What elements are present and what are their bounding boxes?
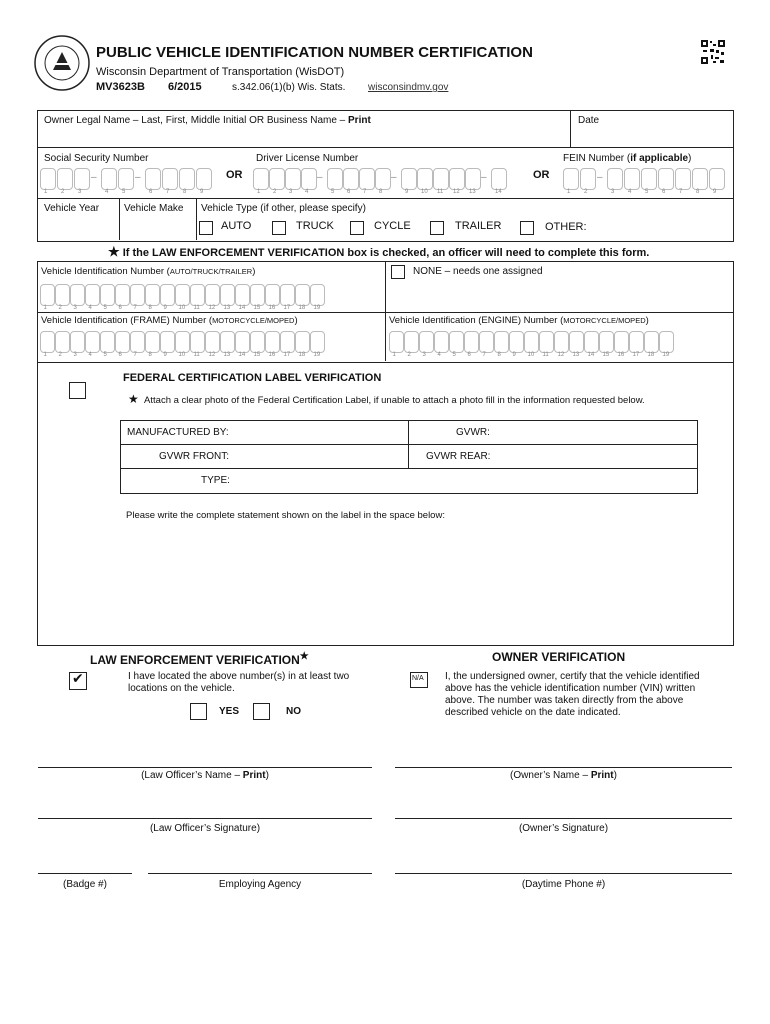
wisdot-seal [33,34,91,92]
owner-signature-caption: (Owner’s Signature) [518,823,609,834]
vin-frame-digit-box[interactable] [70,331,85,353]
fein-digit-box[interactable] [563,168,579,190]
vin-frame-digit-box[interactable] [205,331,220,353]
type-trailer-checkbox[interactable] [430,221,444,235]
ssn-digit-number: 1 [44,189,48,195]
owner-verification-title: OWNER VERIFICATION [492,650,626,664]
dl-digit-number: 5 [331,189,335,195]
dl-digit-box[interactable] [465,168,481,190]
vin-auto-digit-box[interactable] [190,284,205,306]
vin-auto-digit-number: 9 [163,305,167,311]
vin-frame-digit-number: 19 [313,352,321,358]
vin-frame-digit-box[interactable] [310,331,325,353]
law-enforcement-title: LAW ENFORCEMENT VERIFICATION★ [90,651,309,667]
type-truck-label: TRUCK [296,220,334,232]
ssn-digit-box[interactable] [101,168,117,190]
vin-auto-digit-number: 3 [73,305,77,311]
type-field[interactable] [232,471,692,490]
vin-auto-digit-number: 13 [223,305,231,311]
ssn-digit-box[interactable] [179,168,195,190]
dl-digit-box[interactable] [491,168,507,190]
vin-frame-digit-number: 14 [238,352,246,358]
ssn-digit-number: 7 [166,189,170,195]
ssn-digit-box[interactable] [57,168,73,190]
vin-auto-digit-box[interactable] [160,284,175,306]
or-label-2: OR [533,169,550,181]
law-enforcement-notice: ★ If the LAW ENFORCEMENT VERIFICATION box is checked, an officer will need to complete this form. [108,244,650,259]
federal-title: FEDERAL CERTIFICATION LABEL VERIFICATION [123,372,382,384]
ssn-digit-number: 5 [122,189,126,195]
ssn-label: Social Security Number [44,153,149,164]
vin-engine-digit-number: 4 [437,352,441,358]
fein-digit-box[interactable] [658,168,674,190]
phone-caption: (Daytime Phone #) [521,879,606,890]
vin-engine-digit-number: 12 [557,352,565,358]
vin-frame-digit-number: 6 [118,352,122,358]
vin-frame-digit-number: 15 [253,352,261,358]
vin-engine-digit-box[interactable] [404,331,419,353]
ssn-digit-number: 4 [105,189,109,195]
vin-frame-digit-box[interactable] [220,331,235,353]
vin-engine-digit-box[interactable] [644,331,659,353]
or-label-1: OR [226,169,243,181]
dl-digit-number: 4 [305,189,309,195]
vin-frame-digit-number: 5 [103,352,107,358]
vin-auto-digit-number: 12 [208,305,216,311]
vin-frame-digit-number: 18 [298,352,306,358]
vin-engine-digit-box[interactable] [614,331,629,353]
dl-separator-dash: – [391,172,397,183]
vin-engine-digit-box[interactable] [494,331,509,353]
vin-auto-digit-box[interactable] [250,284,265,306]
fein-digit-box[interactable] [692,168,708,190]
website-link[interactable]: wisconsindmv.gov [368,82,449,93]
vehicle-year-label: Vehicle Year [44,203,100,214]
na-label: N/A [412,675,424,682]
vin-engine-digit-number: 18 [647,352,655,358]
vin-frame-label: Vehicle Identification (FRAME) Number (MOTORCYCLE/MOPED) [41,315,298,326]
fein-digit-box[interactable] [675,168,691,190]
date-field[interactable] [574,128,730,145]
vin-frame-digit-number: 13 [223,352,231,358]
vin-auto-digit-number: 7 [133,305,137,311]
vin-auto-digit-number: 15 [253,305,261,311]
officer-name-caption: (Law Officer’s Name – Print) [141,770,269,781]
dl-label: Driver License Number [256,153,359,164]
vin-frame-digit-box[interactable] [175,331,190,353]
checkmark-icon: ✔ [72,671,84,687]
vin-auto-digit-box[interactable] [280,284,295,306]
vin-engine-digit-box[interactable] [479,331,494,353]
vin-auto-digit-number: 1 [43,305,47,311]
fein-digit-number: 4 [628,189,632,195]
vin-auto-digit-box[interactable] [55,284,70,306]
vin-auto-digit-box[interactable] [205,284,220,306]
vin-frame-digit-number: 1 [43,352,47,358]
vin-engine-label: Vehicle Identification (ENGINE) Number (MOTORCYCLE/MOPED) [389,315,649,326]
vin-auto-digit-number: 8 [148,305,152,311]
vin-engine-digit-number: 1 [392,352,396,358]
dl-digit-number: 9 [405,189,409,195]
fein-digit-box[interactable] [607,168,623,190]
vin-frame-digit-number: 12 [208,352,216,358]
vin-frame-digit-box[interactable] [40,331,55,353]
vin-frame-digit-number: 9 [163,352,167,358]
ssn-digit-number: 8 [183,189,187,195]
dl-digit-number: 14 [495,189,502,195]
fein-digit-number: 2 [584,189,588,195]
ssn-digit-number: 9 [200,189,204,195]
vin-frame-digit-number: 4 [88,352,92,358]
star-icon: ★ [108,244,120,259]
vin-auto-digit-box[interactable] [295,284,310,306]
fein-separator-dash: – [597,172,603,183]
type-cycle-label: CYCLE [374,220,411,232]
no-checkbox[interactable] [253,703,270,720]
vin-engine-digit-box[interactable] [524,331,539,353]
department-name: Wisconsin Department of Transportation (WisDOT) [96,66,345,78]
phone-line[interactable] [395,873,732,874]
officer-signature-caption: (Law Officer’s Signature) [149,823,261,834]
vin-auto-digit-box[interactable] [100,284,115,306]
vin-frame-digit-box[interactable] [190,331,205,353]
fein-digit-box[interactable] [624,168,640,190]
vin-engine-digit-number: 16 [617,352,625,358]
vin-none-label: NONE – needs one assigned [413,266,543,277]
dl-digit-box[interactable] [327,168,343,190]
vin-frame-digit-number: 3 [73,352,77,358]
vin-auto-digit-box[interactable] [265,284,280,306]
vin-engine-digit-box[interactable] [569,331,584,353]
qr-code [701,40,725,64]
vin-engine-digit-number: 6 [467,352,471,358]
fein-digit-box[interactable] [580,168,596,190]
vin-engine-digit-number: 19 [662,352,670,358]
dl-digit-number: 11 [437,189,444,195]
type-auto-label: AUTO [221,220,252,232]
badge-line[interactable] [38,873,132,874]
vin-auto-digit-number: 16 [268,305,276,311]
form-date: 6/2015 [168,81,202,93]
vin-auto-digit-box[interactable] [310,284,325,306]
vin-auto-digit-box[interactable] [145,284,160,306]
ssn-digit-box[interactable] [145,168,161,190]
type-auto-checkbox[interactable] [199,221,213,235]
dl-digit-box[interactable] [401,168,417,190]
vin-engine-digit-number: 5 [452,352,456,358]
dl-separator-dash: – [317,172,323,183]
vin-frame-digit-box[interactable] [280,331,295,353]
dl-digit-number: 7 [363,189,367,195]
label-statement-field[interactable] [120,526,696,638]
federal-verification-checkbox[interactable] [69,382,86,399]
vin-engine-digit-box[interactable] [509,331,524,353]
fein-digit-number: 8 [696,189,700,195]
ssn-digit-number: 6 [149,189,153,195]
owner-name-caption: (Owner’s Name – Print) [510,770,617,781]
ssn-digit-box[interactable] [162,168,178,190]
dl-digit-box[interactable] [433,168,449,190]
vin-frame-digit-box[interactable] [85,331,100,353]
vin-auto-digit-number: 10 [178,305,186,311]
vin-engine-digit-number: 13 [572,352,580,358]
dl-digit-box[interactable] [285,168,301,190]
vin-engine-digit-number: 3 [422,352,426,358]
type-label: TYPE: [201,475,230,486]
vin-frame-digit-box[interactable] [250,331,265,353]
yes-checkbox[interactable] [190,703,207,720]
owner-signature-line[interactable] [395,818,732,819]
vin-engine-digit-number: 9 [512,352,516,358]
vin-auto-digit-box[interactable] [70,284,85,306]
dl-digit-box[interactable] [359,168,375,190]
gvwr-label: GVWR: [456,427,490,438]
type-other-checkbox[interactable] [520,221,534,235]
vin-engine-digit-box[interactable] [419,331,434,353]
vin-frame-digit-box[interactable] [295,331,310,353]
vin-auto-digit-number: 11 [193,305,200,311]
star-icon: ★ [299,651,309,662]
fein-digit-number: 9 [713,189,717,195]
vin-engine-digit-number: 7 [482,352,486,358]
fein-digit-box[interactable] [709,168,725,190]
vin-auto-digit-box[interactable] [130,284,145,306]
gvwr-field[interactable] [494,423,692,442]
vin-auto-digit-number: 6 [118,305,122,311]
officer-signature-line[interactable] [38,818,372,819]
vin-engine-digit-box[interactable] [584,331,599,353]
vin-engine-digit-box[interactable] [539,331,554,353]
gvwr-rear-field[interactable] [494,447,692,466]
vin-auto-digit-box[interactable] [85,284,100,306]
vin-engine-digit-number: 14 [587,352,595,358]
vin-frame-digit-number: 17 [283,352,291,358]
vin-engine-digit-number: 10 [527,352,535,358]
vin-frame-digit-box[interactable] [160,331,175,353]
vin-auto-digit-number: 18 [298,305,306,311]
agency-line[interactable] [148,873,372,874]
owner-name-label: Owner Legal Name – Last, First, Middle Initial OR Business Name – Print [44,115,371,126]
ssn-digit-number: 3 [78,189,82,195]
date-label: Date [578,115,600,126]
ssn-digit-box[interactable] [118,168,134,190]
dl-digit-number: 13 [469,189,476,195]
vin-frame-digit-number: 7 [133,352,137,358]
star-icon: ★ [128,392,139,406]
dl-digit-box[interactable] [375,168,391,190]
badge-caption: (Badge #) [63,879,107,890]
gvwr-front-field[interactable] [232,447,404,466]
vin-frame-digit-box[interactable] [100,331,115,353]
vin-frame-digit-number: 11 [193,352,200,358]
manufactured-by-field[interactable] [232,423,404,442]
gvwr-rear-label: GVWR REAR: [426,451,491,462]
gvwr-front-label: GVWR FRONT: [159,451,229,462]
vin-auto-label: Vehicle Identification Number (AUTO/TRUCK/TRAILER) [41,266,256,277]
form-title: PUBLIC VEHICLE IDENTIFICATION NUMBER CERTIFICATION [96,44,533,61]
ssn-digit-box[interactable] [40,168,56,190]
type-trailer-label: TRAILER [455,220,502,232]
dl-digit-number: 6 [347,189,351,195]
vin-engine-digit-box[interactable] [599,331,614,353]
dl-digit-number: 12 [453,189,460,195]
no-label: NO [286,706,301,717]
vin-auto-digit-box[interactable] [115,284,130,306]
vin-engine-digit-box[interactable] [629,331,644,353]
manufactured-by-label: MANUFACTURED BY: [127,427,229,438]
vin-auto-digit-number: 14 [238,305,246,311]
fein-digit-number: 7 [679,189,683,195]
vin-auto-digit-number: 2 [58,305,62,311]
vin-frame-digit-number: 2 [58,352,62,358]
type-other-label: OTHER: [545,221,587,233]
vin-auto-digit-number: 4 [88,305,92,311]
ssn-separator-dash: – [91,172,97,183]
dl-digit-box[interactable] [343,168,359,190]
dl-digit-number: 2 [273,189,277,195]
statute: s.342.06(1)(b) Wis. Stats. [232,82,346,93]
federal-instruction: ★ Attach a clear photo of the Federal Certification Label, if unable to attach a photo fill in the information requested below. [128,392,645,406]
fein-digit-box[interactable] [641,168,657,190]
vin-auto-digit-box[interactable] [175,284,190,306]
dl-digit-number: 1 [257,189,261,195]
vin-frame-digit-box[interactable] [145,331,160,353]
officer-name-line[interactable] [38,767,372,768]
vin-engine-digit-number: 17 [632,352,640,358]
vin-engine-digit-box[interactable] [554,331,569,353]
dl-digit-box[interactable] [253,168,269,190]
vin-frame-digit-box[interactable] [55,331,70,353]
fein-digit-number: 6 [662,189,666,195]
fein-digit-number: 3 [611,189,615,195]
vin-auto-digit-number: 17 [283,305,291,311]
dl-separator-dash: – [481,172,487,183]
dl-digit-box[interactable] [417,168,433,190]
owner-na-box[interactable] [410,672,428,688]
vin-none-checkbox[interactable] [391,265,405,279]
dl-digit-number: 3 [289,189,293,195]
vin-auto-digit-box[interactable] [40,284,55,306]
label-statement-prompt: Please write the complete statement shown on the label in the space below: [126,510,445,521]
owner-name-line[interactable] [395,767,732,768]
vin-engine-digit-number: 15 [602,352,610,358]
fein-digit-number: 5 [645,189,649,195]
owner-verification-statement: I, the undersigned owner, certify that the vehicle identified above has the vehicle identification number (VIN) written above. The number was taken directly from the above described vehicle on the date indicated. [445,671,700,718]
vin-frame-digit-box[interactable] [235,331,250,353]
vin-engine-digit-number: 11 [542,352,549,358]
fein-label: FEIN Number (if applicable) [563,153,692,164]
ssn-digit-box[interactable] [74,168,90,190]
vin-frame-digit-box[interactable] [115,331,130,353]
dl-digit-number: 8 [379,189,383,195]
owner-name-field[interactable] [40,128,566,145]
vin-engine-digit-box[interactable] [434,331,449,353]
yes-label: YES [219,706,240,717]
vehicle-type-label: Vehicle Type (if other, please specify) [201,203,366,214]
fein-digit-number: 1 [567,189,571,195]
vin-engine-digit-box[interactable] [464,331,479,353]
dl-digit-box[interactable] [301,168,317,190]
law-enforcement-statement: I have located the above number(s) in at least two locations on the vehicle. [128,671,350,694]
vin-frame-digit-box[interactable] [130,331,145,353]
vin-auto-digit-box[interactable] [235,284,250,306]
type-truck-checkbox[interactable] [272,221,286,235]
form-number: MV3623B [96,81,145,93]
vin-auto-digit-number: 5 [103,305,107,311]
type-cycle-checkbox[interactable] [350,221,364,235]
vin-frame-digit-number: 16 [268,352,276,358]
dl-digit-box[interactable] [269,168,285,190]
vin-engine-digit-box[interactable] [449,331,464,353]
vin-frame-digit-box[interactable] [265,331,280,353]
vehicle-make-label: Vehicle Make [124,203,184,214]
vin-frame-digit-number: 10 [178,352,186,358]
vin-auto-digit-box[interactable] [220,284,235,306]
vin-engine-digit-number: 2 [407,352,411,358]
law-enforcement-checkbox[interactable] [69,672,87,690]
vin-auto-digit-number: 19 [313,305,321,311]
dl-digit-box[interactable] [449,168,465,190]
dl-digit-number: 10 [421,189,428,195]
ssn-digit-number: 2 [61,189,65,195]
ssn-separator-dash: – [135,172,141,183]
vin-engine-digit-box[interactable] [389,331,404,353]
vin-frame-digit-number: 8 [148,352,152,358]
ssn-digit-box[interactable] [196,168,212,190]
agency-caption: Employing Agency [218,879,302,890]
vin-engine-digit-number: 8 [497,352,501,358]
vin-engine-digit-box[interactable] [659,331,674,353]
